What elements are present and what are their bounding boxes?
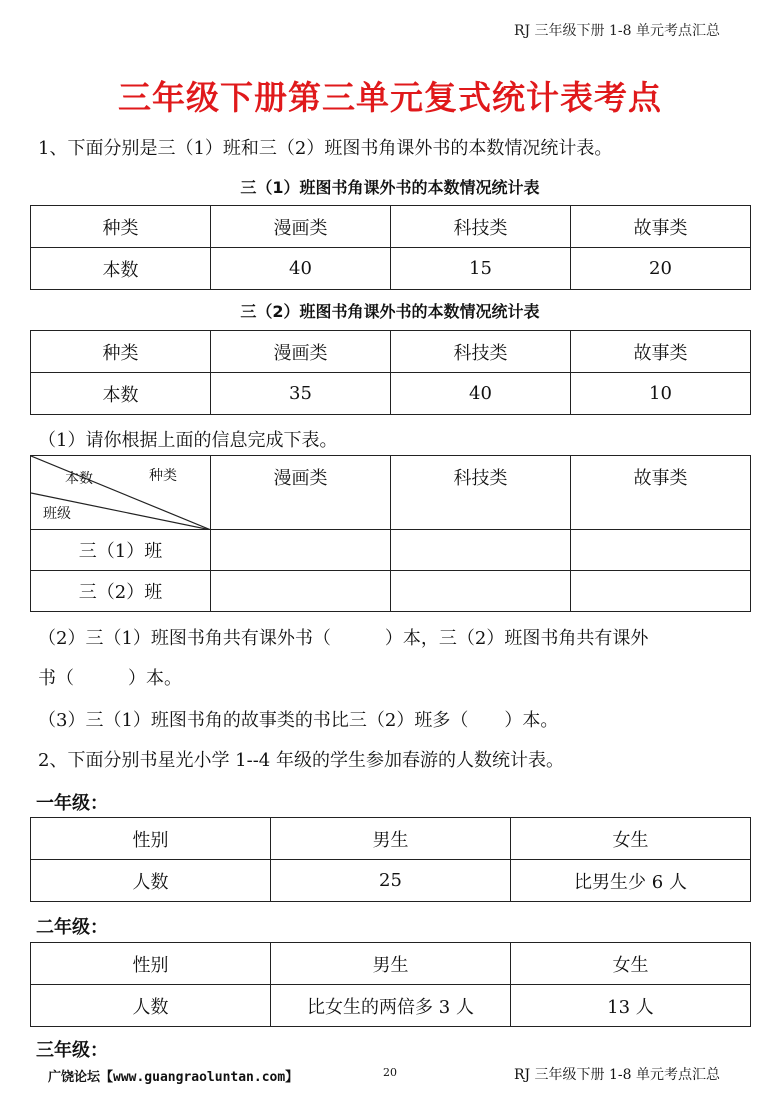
table1-cell: 20 [571,248,751,290]
grade1-header-cell: 女生 [511,818,751,860]
grade1-cell: 比男生少 6 人 [511,860,751,902]
sub-question-2-line1: （2）三（1）班图书角共有课外书（ ）本，三（2）班图书角共有课外 [38,628,649,649]
grade1-label: 一年级： [36,793,108,814]
table1-header-cell: 科技类 [391,206,571,248]
table3-header-cell: 科技类 [391,456,571,530]
diagonal-header-cell [31,456,211,530]
diagonal-label-category: 种类 [149,468,177,484]
table2-header-cell: 科技类 [391,331,571,373]
grade1-cell: 25 [271,860,511,902]
header-title: RJ 三年级下册 1-8 单元考点汇总 [513,23,720,39]
grade2-table [30,942,751,1027]
blank-cell[interactable] [211,571,391,612]
table3-row-label: 三（2）班 [31,571,211,612]
grade1-cell: 人数 [31,860,271,902]
table1-cell: 15 [391,248,571,290]
table1-caption: 三（1）班图书角课外书的本数情况统计表 [240,178,540,197]
blank-cell[interactable] [391,530,571,571]
table1-cell: 本数 [31,248,211,290]
question-1-intro: 1、下面分别是三（1）班和三（2）班图书角课外书的本数情况统计表。 [38,138,613,159]
table2-cell: 本数 [31,373,211,415]
grade2-header-cell: 女生 [511,943,751,985]
grade2-header-cell: 男生 [271,943,511,985]
grade3-label: 三年级： [36,1040,108,1061]
grade1-header-cell: 男生 [271,818,511,860]
blank-cell[interactable] [391,571,571,612]
footer-forum: 广饶论坛【www.guangraoluntan.com】 [48,1070,299,1085]
page-number: 20 [383,1066,397,1079]
table2-cell: 35 [211,373,391,415]
table1-cell: 40 [211,248,391,290]
table1-header-cell: 漫画类 [211,206,391,248]
table3-header-cell: 漫画类 [211,456,391,530]
grade2-cell: 比女生的两倍多 3 人 [271,985,511,1027]
grade2-header-cell: 性别 [31,943,271,985]
diagonal-label-class: 班级 [43,506,71,522]
table2-header-cell: 漫画类 [211,331,391,373]
grade1-table [30,817,751,902]
table1 [30,205,751,290]
table2-cell: 40 [391,373,571,415]
question-2-intro: 2、下面分别书星光小学 1--4 年级的学生参加春游的人数统计表。 [38,750,564,771]
sub-question-3: （3）三（1）班图书角的故事类的书比三（2）班多（ ）本。 [38,710,559,731]
table3 [30,455,751,612]
sub-question-2-line2: 书（ ）本。 [38,668,182,689]
grade1-header-cell: 性别 [31,818,271,860]
table2-header-cell: 故事类 [571,331,751,373]
table2 [30,330,751,415]
table2-caption: 三（2）班图书角课外书的本数情况统计表 [240,302,540,321]
table3-header-cell: 故事类 [571,456,751,530]
table2-cell: 10 [571,373,751,415]
sub-question-1: （1）请你根据上面的信息完成下表。 [38,430,338,451]
blank-cell[interactable] [571,530,751,571]
grade2-label: 二年级： [36,917,108,938]
grade2-cell: 人数 [31,985,271,1027]
table1-header-cell: 种类 [31,206,211,248]
blank-cell[interactable] [211,530,391,571]
diagonal-label-count: 本数 [65,471,93,487]
page-title: 三年级下册第三单元复式统计表考点 [118,78,662,117]
table3-row-label: 三（1）班 [31,530,211,571]
footer-title: RJ 三年级下册 1-8 单元考点汇总 [513,1067,720,1083]
table1-header-cell: 故事类 [571,206,751,248]
blank-cell[interactable] [571,571,751,612]
table2-header-cell: 种类 [31,331,211,373]
grade2-cell: 13 人 [511,985,751,1027]
